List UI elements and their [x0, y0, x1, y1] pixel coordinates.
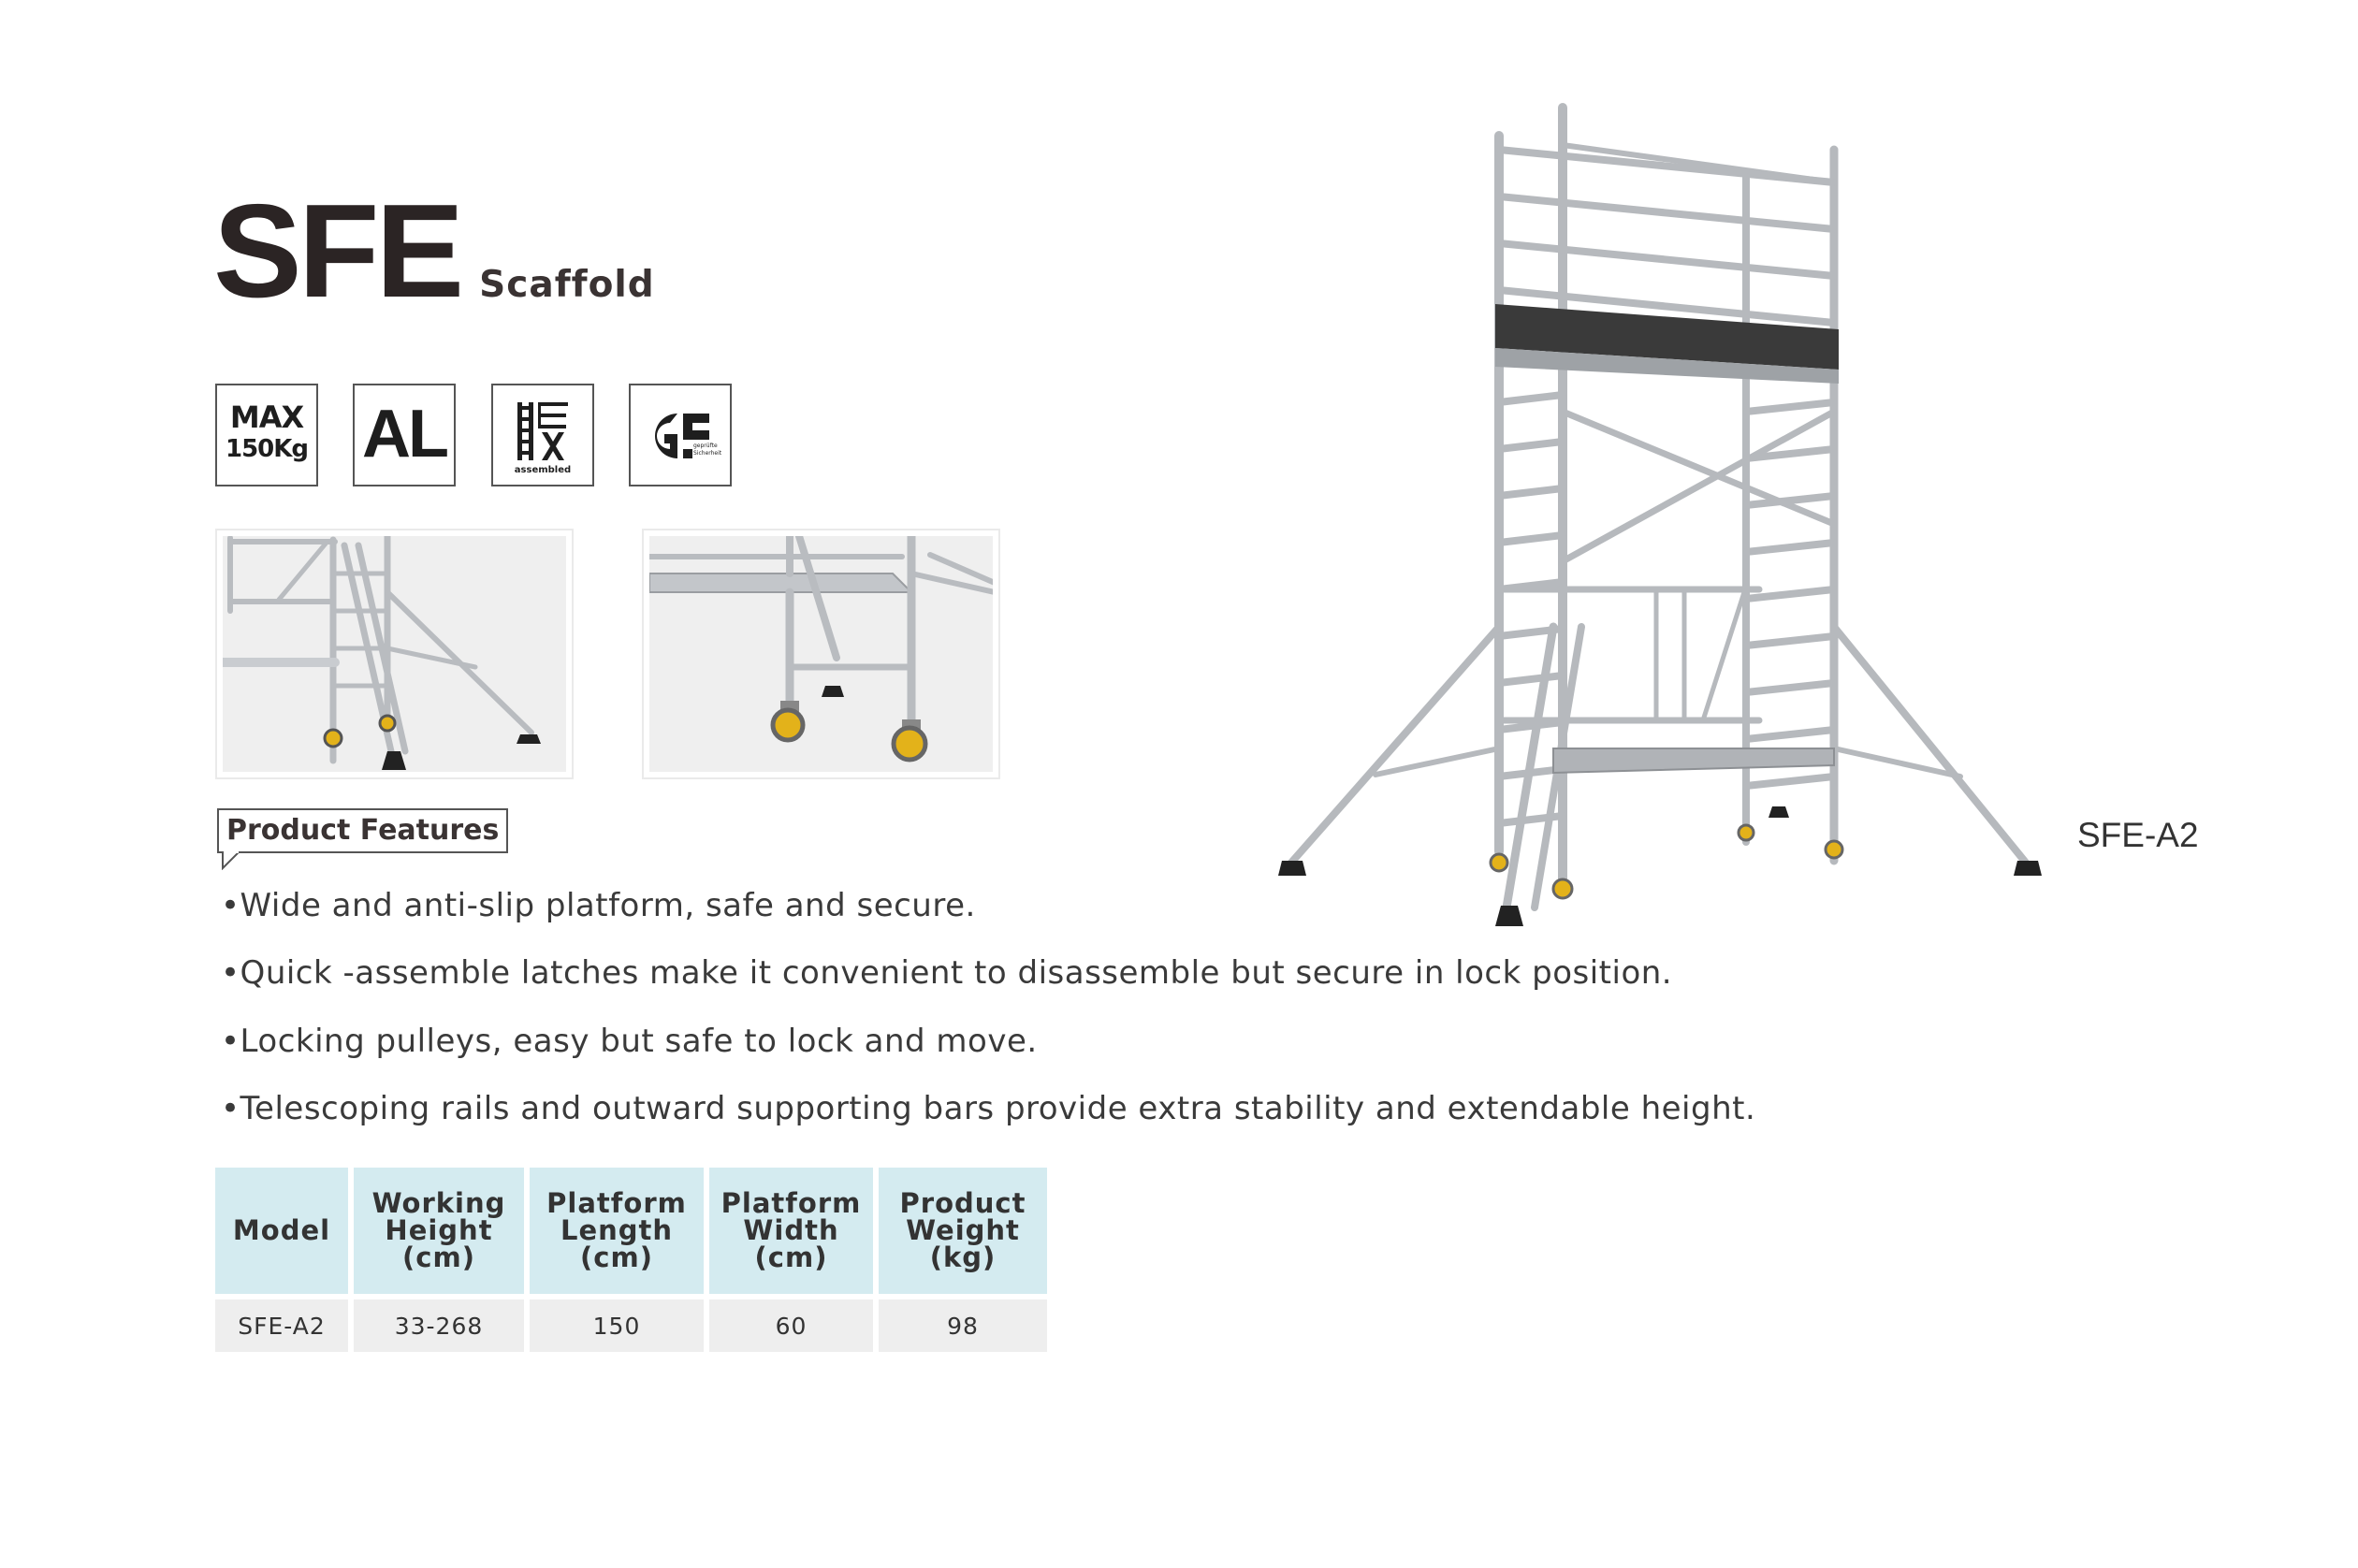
cell-working-height: 33-268: [354, 1299, 524, 1352]
header-text: Working: [371, 1187, 506, 1219]
title-main: SFE: [213, 177, 461, 326]
cell-model: SFE-A2: [215, 1299, 348, 1352]
header-text: Model: [232, 1214, 331, 1246]
cell-platform-width: 60: [709, 1299, 873, 1352]
max-load-line1: MAX: [229, 399, 304, 435]
hero-model-label: SFE-A2: [2077, 816, 2199, 854]
gs-mark-glyph: [631, 385, 730, 485]
table-row: [215, 1299, 1047, 1352]
header-platform-length: [530, 1168, 704, 1294]
header-text: Length: [560, 1214, 674, 1246]
feature-item: •Locking pulleys, easy but safe to lock and move.: [221, 1023, 1038, 1060]
header-text: (kg): [929, 1241, 997, 1273]
cell-product-weight: 98: [879, 1299, 1047, 1352]
gs-small-text-2: Sicherheit: [693, 450, 722, 457]
product-features-label: Product Features: [217, 808, 508, 853]
stabilizer-detail-photo: [215, 529, 574, 779]
header-working-height: [354, 1168, 524, 1294]
speech-tail-icon: [221, 851, 243, 870]
header-text: (cm): [580, 1241, 653, 1273]
title-sub: Scaffold: [479, 264, 655, 306]
header-text: (cm): [402, 1241, 475, 1273]
scaffold-tower-image: [1273, 103, 2077, 945]
assembled-text: assembled: [514, 465, 572, 475]
header-text: Height: [385, 1214, 493, 1246]
header-text: (cm): [754, 1241, 828, 1273]
max-load-icon: [215, 384, 318, 486]
page-title: [213, 177, 655, 326]
header-text: Width: [743, 1214, 839, 1246]
header-text: Weight: [906, 1214, 1020, 1246]
castor-wheel-detail-drawing: [649, 536, 993, 772]
header-text: Platform: [720, 1187, 862, 1219]
header-product-weight: [879, 1168, 1047, 1294]
header-platform-width: [709, 1168, 873, 1294]
spec-header-row: [215, 1168, 1047, 1294]
gs-certification-icon: [629, 384, 732, 486]
stabilizer-detail-drawing: [223, 536, 566, 772]
castor-wheel-detail-photo: [642, 529, 1000, 779]
aluminium-text: AL: [362, 397, 446, 472]
spec-table: [210, 1168, 1053, 1352]
feature-item: •Quick -assemble latches make it convenient to disassemble but secure in lock position.: [221, 954, 1673, 992]
header-text: Platform: [546, 1187, 687, 1219]
feature-item: •Telescoping rails and outward supporting bars provide extra stability and extendable height.: [221, 1090, 1756, 1127]
max-load-line2: 150Kg: [225, 435, 309, 463]
assembled-icon: [491, 384, 594, 486]
feature-item: •Wide and anti-slip platform, safe and secure.: [221, 887, 976, 924]
header-text: Product: [899, 1187, 1026, 1219]
header-model: [215, 1168, 348, 1294]
aluminium-icon: [353, 384, 456, 486]
gs-small-text-1: geprüfte: [693, 443, 718, 449]
cell-platform-length: 150: [530, 1299, 704, 1352]
